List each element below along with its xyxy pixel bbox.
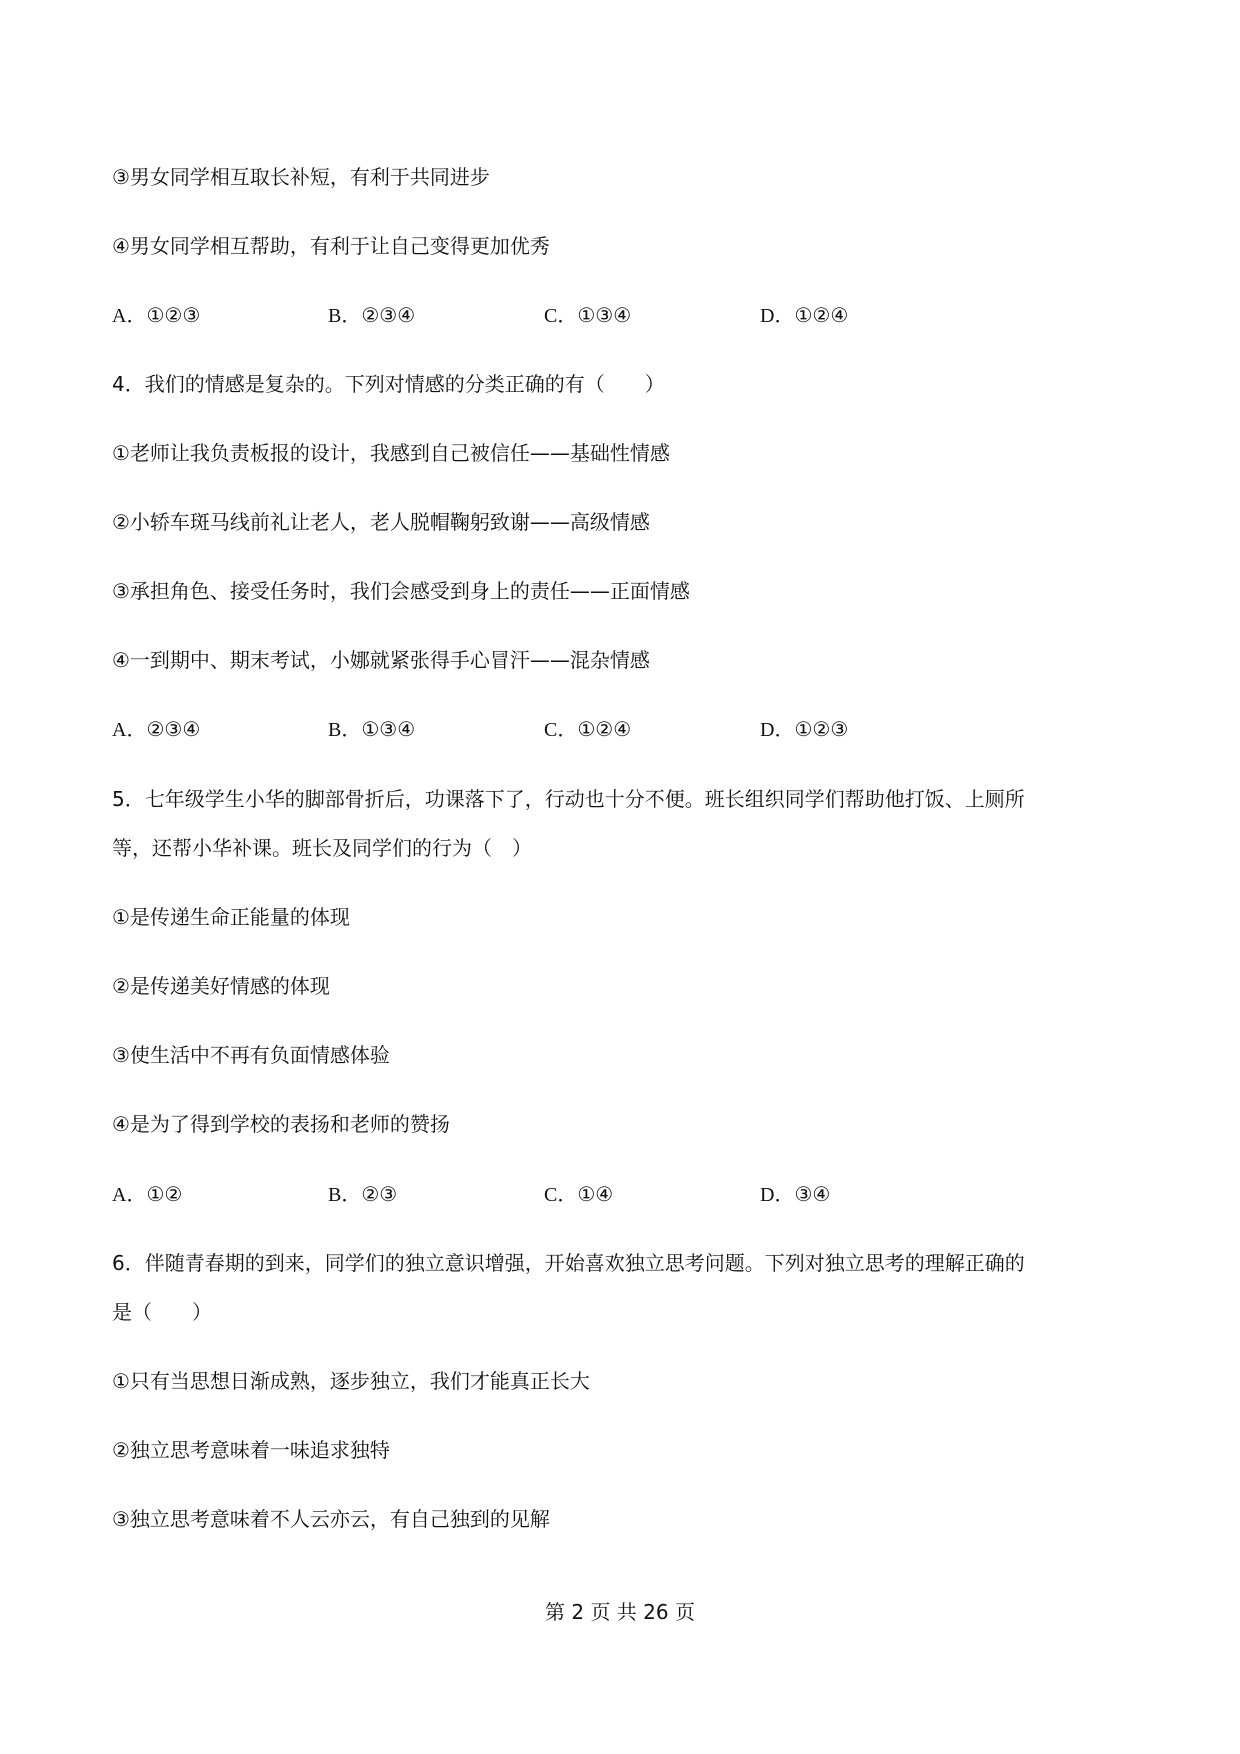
q6-stem-line1: 6．伴随青春期的到来，同学们的独立意识增强，开始喜欢独立思考问题。下列对独立思考的理解正确的 xyxy=(112,1251,1025,1275)
q6-item-2: ②独立思考意味着一味追求独特 xyxy=(112,1438,390,1462)
q5-option-c[interactable] xyxy=(544,1180,613,1209)
q4-item-3: ③承担角色、接受任务时，我们会感受到身上的责任——正面情感 xyxy=(112,579,690,603)
option-letter: C． xyxy=(544,719,578,741)
q4-option-c[interactable] xyxy=(544,715,631,744)
q5-stem-line2: 等，还帮小华补课。班长及同学们的行为（ ） xyxy=(112,836,532,860)
q5-option-a[interactable] xyxy=(112,1180,182,1209)
option-letter: D． xyxy=(760,719,795,741)
option-letter: D． xyxy=(760,305,795,327)
option-value: ①②③ xyxy=(146,303,201,327)
q5-item-3: ③使生活中不再有负面情感体验 xyxy=(112,1043,390,1067)
option-letter: B． xyxy=(328,305,362,327)
q4-stem: 4．我们的情感是复杂的。下列对情感的分类正确的有（ ） xyxy=(112,372,665,396)
q4-option-b[interactable] xyxy=(328,715,415,744)
q6-item-3: ③独立思考意味着不人云亦云，有自己独到的见解 xyxy=(112,1507,550,1531)
option-value: ①②③ xyxy=(794,717,849,741)
option-letter: A． xyxy=(112,719,147,741)
q3-option-b[interactable] xyxy=(328,301,415,330)
q3-item-3: ③男女同学相互取长补短，有利于共同进步 xyxy=(112,165,490,189)
q5-item-1: ①是传递生命正能量的体现 xyxy=(112,905,350,929)
page-footer: 第 2 页 共 26 页 xyxy=(545,1600,695,1624)
option-letter: D． xyxy=(760,1184,795,1206)
option-value: ③④ xyxy=(794,1182,831,1206)
option-letter: C． xyxy=(544,1184,578,1206)
q4-option-d[interactable] xyxy=(760,715,848,744)
option-letter: A． xyxy=(112,305,147,327)
q4-option-a[interactable] xyxy=(112,715,200,744)
q6-stem-line2: 是（ ） xyxy=(112,1300,212,1324)
option-value: ①② xyxy=(146,1182,183,1206)
option-letter: C． xyxy=(544,305,578,327)
option-letter: B． xyxy=(328,1184,362,1206)
q5-option-d[interactable] xyxy=(760,1180,830,1209)
option-letter: A． xyxy=(112,1184,147,1206)
q5-item-2: ②是传递美好情感的体现 xyxy=(112,974,330,998)
option-value: ②③④ xyxy=(146,717,201,741)
option-letter: B． xyxy=(328,719,362,741)
option-value: ②③ xyxy=(361,1182,398,1206)
option-value: ①②④ xyxy=(577,717,632,741)
q4-item-2: ②小轿车斑马线前礼让老人，老人脱帽鞠躬致谢——高级情感 xyxy=(112,510,650,534)
option-value: ①③④ xyxy=(577,303,632,327)
q3-option-c[interactable] xyxy=(544,301,631,330)
option-value: ①②④ xyxy=(794,303,849,327)
q4-item-4: ④一到期中、期末考试，小娜就紧张得手心冒汗——混杂情感 xyxy=(112,648,650,672)
q3-item-4: ④男女同学相互帮助，有利于让自己变得更加优秀 xyxy=(112,234,550,258)
q5-option-b[interactable] xyxy=(328,1180,397,1209)
option-value: ①③④ xyxy=(361,717,416,741)
q4-item-1: ①老师让我负责板报的设计，我感到自己被信任——基础性情感 xyxy=(112,441,670,465)
q3-option-a[interactable] xyxy=(112,301,200,330)
option-value: ②③④ xyxy=(361,303,416,327)
option-value: ①④ xyxy=(577,1182,614,1206)
q5-stem-line1: 5．七年级学生小华的脚部骨折后，功课落下了，行动也十分不便。班长组织同学们帮助他打饭、上厕所 xyxy=(112,787,1025,811)
q3-option-d[interactable] xyxy=(760,301,848,330)
q5-item-4: ④是为了得到学校的表扬和老师的赞扬 xyxy=(112,1112,450,1136)
q6-item-1: ①只有当思想日渐成熟，逐步独立，我们才能真正长大 xyxy=(112,1369,590,1393)
